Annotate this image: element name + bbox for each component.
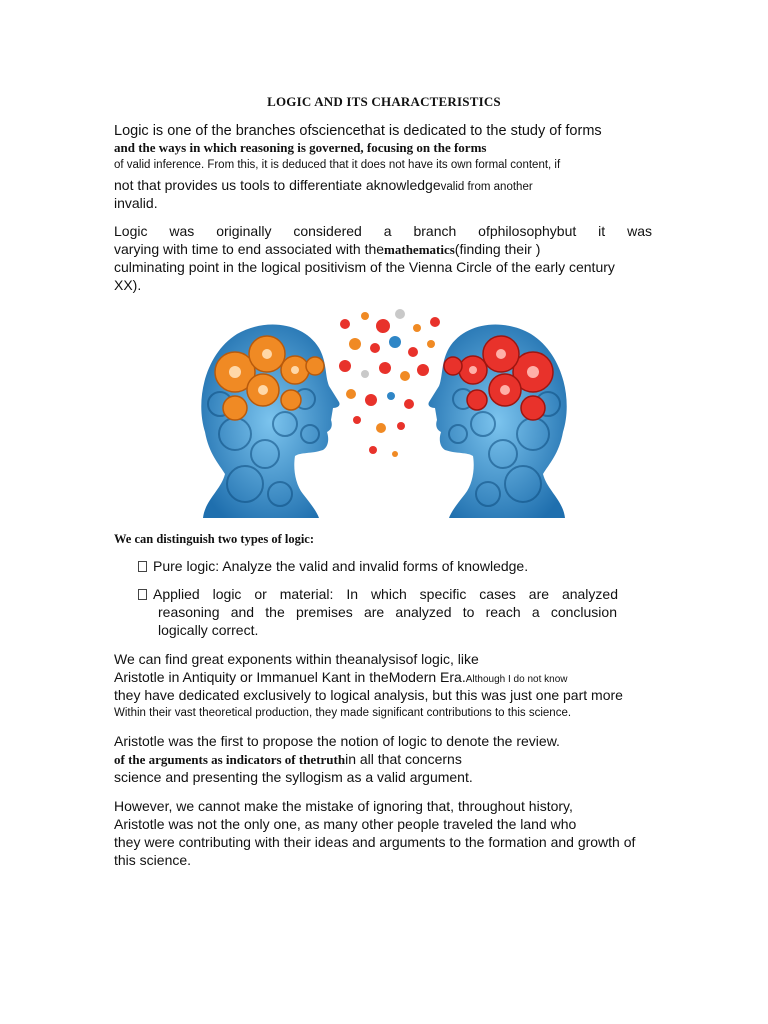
p3-line-3: they have dedicated exclusively to logical analysis, but this was just one part more [114,687,623,703]
p5-line-1: However, we cannot make the mistake of ignoring that, throughout history, [114,798,573,814]
bullet-applied-logic-cont-1: reasoning and the premises are analyzed to reach a conclusion [158,604,617,620]
p1-line-4b: valid from another [440,181,533,193]
checkbox-bullet-icon [138,589,147,600]
heads-gears-illustration [195,304,573,522]
bullet-applied-logic-text: Applied logic or material: In which specific cases are analyzed [153,586,618,602]
p4-line-2 [114,750,462,769]
p4-line-2a: of the arguments as indicators of thetruth [114,752,346,767]
flying-gears [339,309,440,457]
p1-line-3: of valid inference. From this, it is deduced that it does not have its own formal content, if [114,159,561,171]
p1-line-5: invalid. [114,195,158,211]
types-heading: We can distinguish two types of logic: [114,532,315,546]
checkbox-bullet-icon [138,561,147,572]
p3-line-1: We can find great exponents within theanalysisof logic, like [114,651,479,667]
p3-line-2b: Although I do not know [465,674,568,685]
p5-line-2: Aristotle was not the only one, as many other people traveled the land who [114,816,577,832]
p2-line-2 [114,240,540,259]
p1-line-4a: not that provides us tools to differentiate aknowledge [114,177,441,193]
p4-line-1: Aristotle was the first to propose the notion of logic to denote the review. [114,733,560,749]
p5-line-3: they were contributing with their ideas and arguments to the formation and growth of [114,834,636,850]
bullet-pure-logic [138,557,528,575]
p5-line-4: this science. [114,852,192,868]
bullet-pure-logic-text: Pure logic: Analyze the valid and invalid forms of knowledge. [153,558,529,574]
p1-line-2: and the ways in which reasoning is governed, focusing on the forms [114,140,487,155]
bullet-applied-logic [138,585,618,603]
p3-line-2a: Aristotle in Antiquity or Immanuel Kant in theModern Era. [114,669,466,685]
p4-line-3: science and presenting the syllogism as a valid argument. [114,769,473,785]
p1-line-4 [114,176,533,196]
document-title: LOGIC AND ITS CHARACTERISTICS [267,94,501,109]
p3-line-4: Within their vast theoretical production, they made significant contributions to this science. [114,707,572,719]
p2-line-3: culminating point in the logical positivism of the Vienna Circle of the early century [114,259,615,275]
p4-line-2b: in all that concerns [345,751,462,767]
p1-line-1: Logic is one of the branches ofsciencethat is dedicated to the study of forms [114,123,602,139]
p2-line-2a: varying with time to end associated with the [114,241,385,257]
p2-line-4: XX). [114,277,142,293]
p2-line-2c: (finding their ) [454,241,541,257]
p2-line-1: Logic was originally considered a branch ofphilosophybut it was [114,223,652,239]
bullet-applied-logic-cont-2: logically correct. [158,622,259,638]
p2-emph-mathematics: mathematics [384,242,455,257]
